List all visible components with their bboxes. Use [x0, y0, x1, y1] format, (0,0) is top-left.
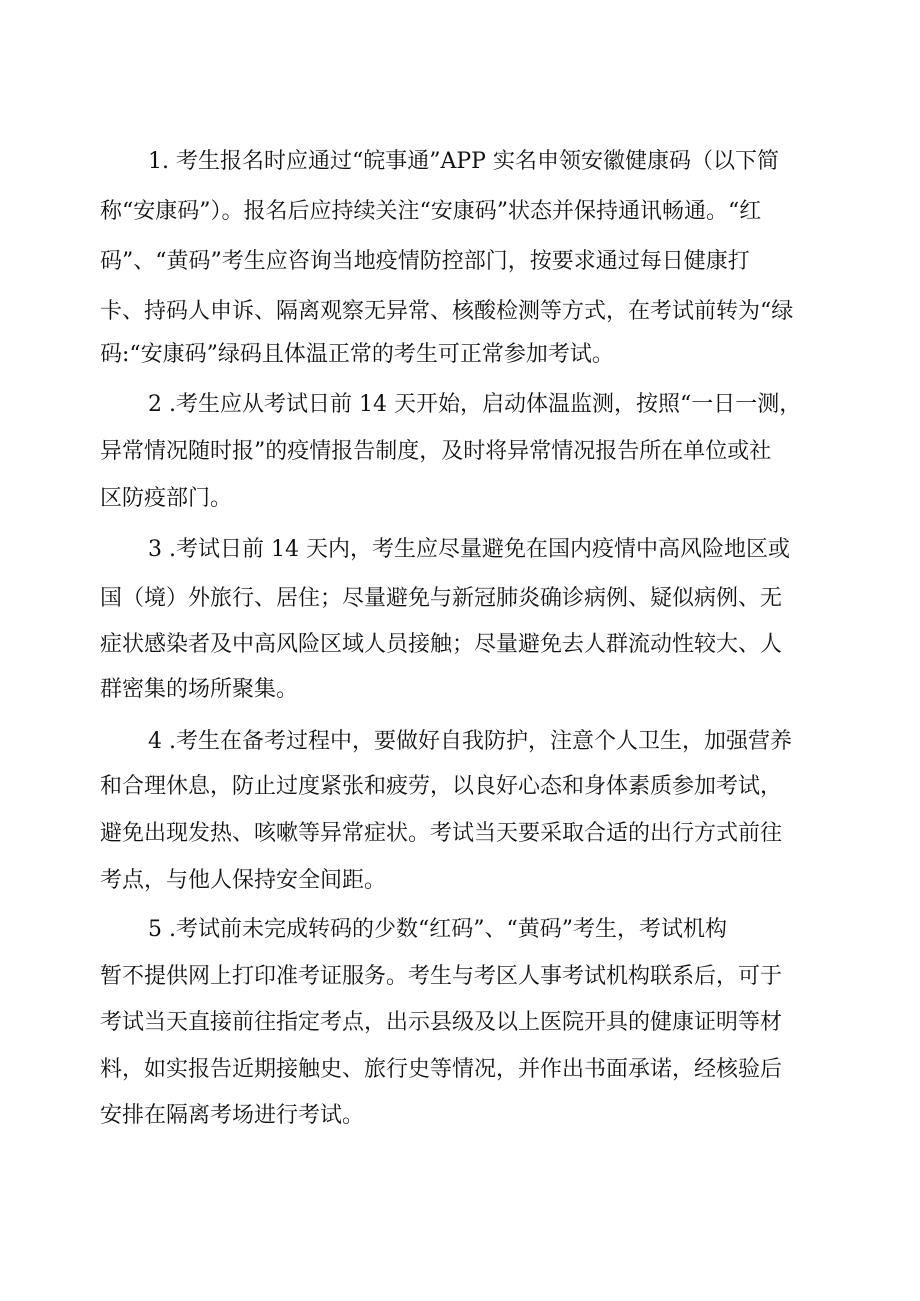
paragraph-3-line-2: 国（境）外旅行、居住；尽量避免与新冠肺炎确诊病例、疑似病例、无	[100, 586, 783, 611]
paragraph-1-line-5: 码:“安康码”绿码且体温正常的考生可正常参加考试。	[100, 342, 614, 367]
paragraph-4-line-2: 和合理休息，防止过度紧张和疲劳，以良好心态和身体素质参加考试，	[100, 774, 783, 799]
paragraph-5-line-3: 考试当天直接前往指定考点，出示县级及以上医院开具的健康证明等材	[100, 1010, 783, 1035]
paragraph-3-line-3: 症状感染者及中高风险区域人员接触；尽量避免去人群流动性较大、人	[100, 632, 783, 657]
paragraph-1-line-2: 称“安康码”）。报名后应持续关注“安康码”状态并保持通讯畅通。“红	[100, 199, 762, 224]
paragraph-1-line-3: 码”、“黄码”考生应咨询当地疫情防控部门，按要求通过每日健康打	[100, 249, 750, 274]
paragraph-1-line-4: 卡、持码人申诉、隔离观察无异常、核酸检测等方式，在考试前转为“绿	[100, 299, 794, 324]
paragraph-4-line-3: 避免出现发热、咳嗽等异常症状。考试当天要采取合适的出行方式前往	[100, 821, 783, 846]
paragraph-1-line-1: 1. 考生报名时应通过“皖事通”APP 实名申领安徽健康码（以下简	[148, 149, 779, 174]
paragraph-2-line-2: 异常情况随时报”的疫情报告制度，及时将异常情况报告所在单位或社	[100, 439, 772, 464]
paragraph-2-line-3: 区防疫部门。	[100, 486, 233, 511]
paragraph-5-line-1: 5 .考试前未完成转码的少数“红码”、“黄码”考生，考试机构	[148, 917, 727, 942]
paragraph-5-line-5: 安排在隔离考场进行考试。	[100, 1103, 365, 1128]
paragraph-3-line-4: 群密集的场所聚集。	[100, 677, 299, 702]
paragraph-2-line-1: 2 .考生应从考试日前 14 天开始，启动体温监测，按照“一日一测，	[148, 392, 802, 417]
paragraph-4-line-1: 4 .考生在备考过程中，要做好自我防护，注意个人卫生，加强营养	[148, 729, 792, 754]
paragraph-3-line-1: 3 .考试日前 14 天内，考生应尽量避免在国内疫情中高风险地区或	[148, 537, 790, 562]
paragraph-5-line-2: 暂不提供网上打印准考证服务。考生与考区人事考试机构联系后，可于	[100, 964, 783, 989]
paragraph-4-line-4: 考点，与他人保持安全间距。	[100, 868, 387, 893]
paragraph-5-line-4: 料，如实报告近期接触史、旅行史等情况，并作出书面承诺，经核验后	[100, 1057, 783, 1082]
